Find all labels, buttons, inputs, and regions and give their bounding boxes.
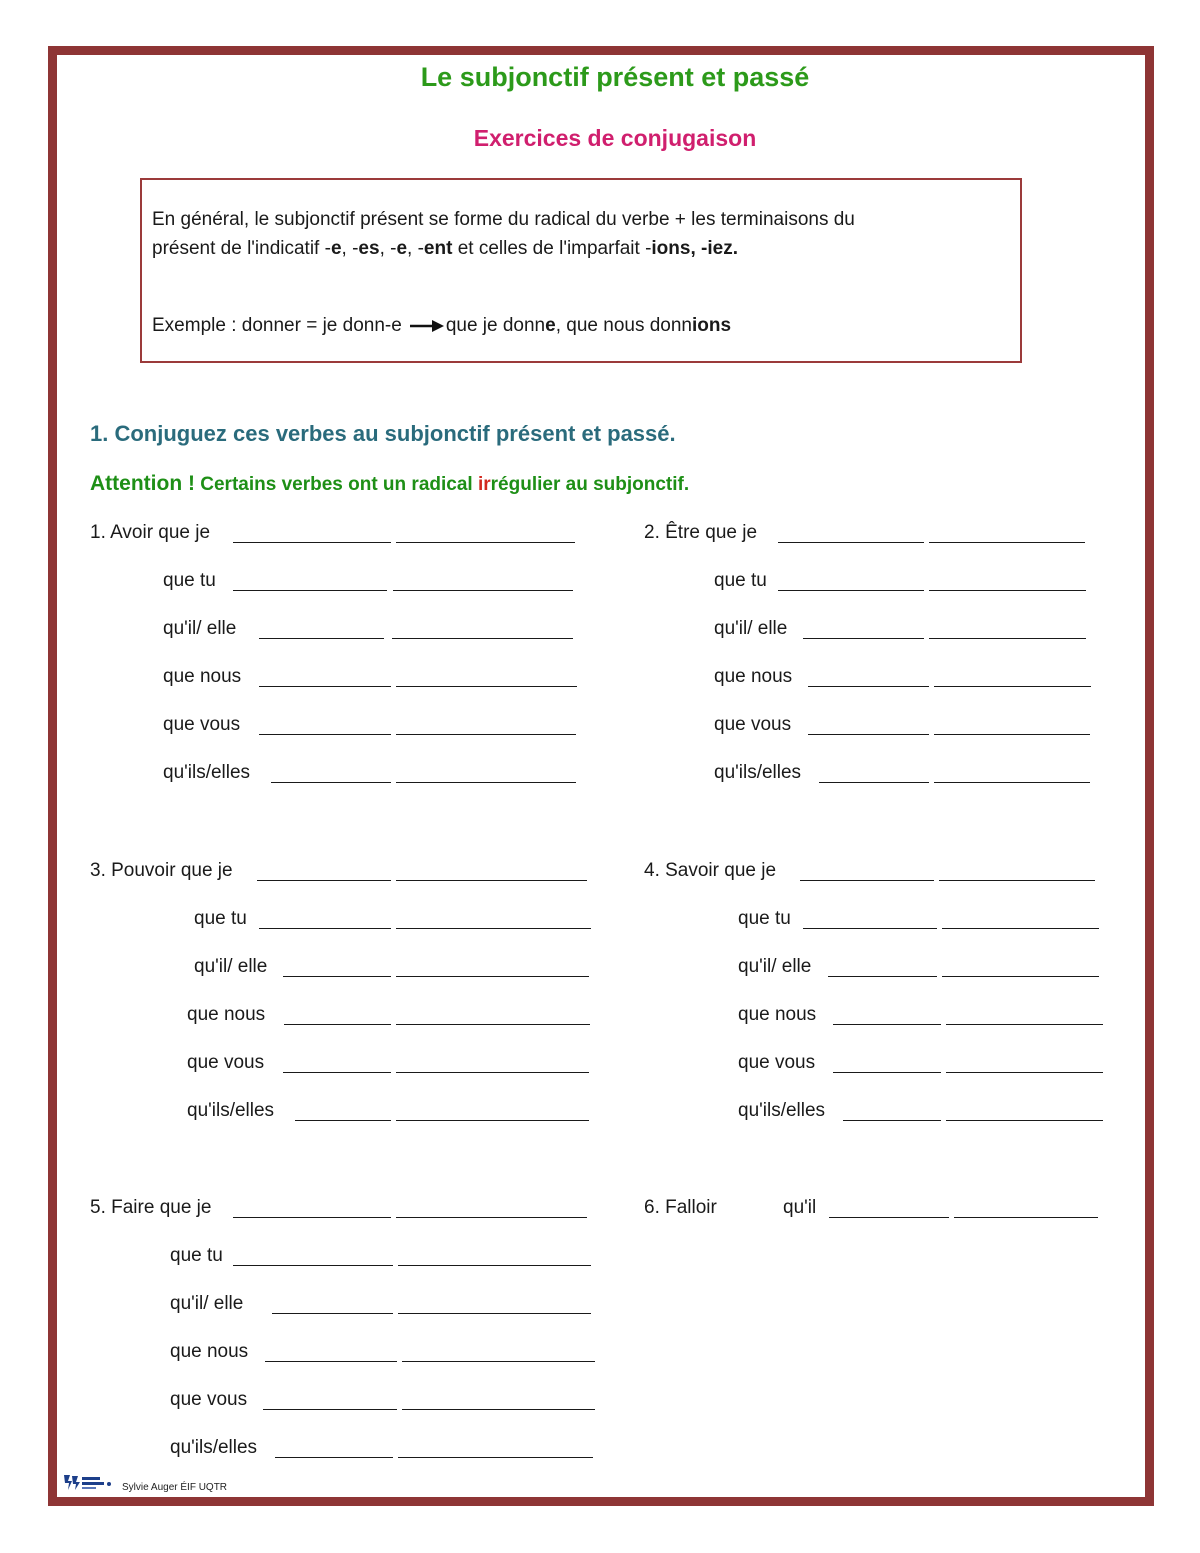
pronoun-label: que tu (714, 570, 767, 591)
answer-blank-1[interactable] (819, 782, 929, 783)
answer-blank-2[interactable] (393, 590, 573, 591)
separator: , - (407, 238, 424, 259)
answer-blank-2[interactable] (396, 542, 575, 543)
answer-blank-2[interactable] (396, 976, 589, 977)
pronoun-label: que vous (714, 714, 792, 735)
answer-blank-1[interactable] (833, 1072, 941, 1073)
conjugation-row (738, 1004, 816, 1026)
conjugation-row (170, 1341, 248, 1363)
university-logo-icon (62, 1472, 118, 1494)
pronoun-label: que tu (194, 908, 247, 929)
answer-blank-1[interactable] (778, 590, 924, 591)
pronoun-label: qu'il/ elle (738, 956, 812, 977)
verb-number-label: 1. Avoir que je (90, 522, 211, 543)
ending-ions-iez: ions, -iez. (651, 238, 738, 259)
pronoun-label: que nous (714, 666, 793, 687)
attention-note (90, 472, 689, 496)
answer-blank-1[interactable] (265, 1361, 397, 1362)
conjugation-row (187, 1004, 265, 1026)
verb-number-label: 2. Être que je (644, 522, 758, 543)
pronoun-label: qu'il/ elle (714, 618, 788, 639)
rule-text: et celles de l'imparfait - (452, 238, 652, 259)
answer-blank-2[interactable] (946, 1024, 1103, 1025)
answer-blank-2[interactable] (934, 734, 1090, 735)
answer-blank-1[interactable] (828, 976, 937, 977)
answer-blank-1[interactable] (263, 1409, 397, 1410)
example-ending: e (545, 315, 556, 336)
answer-blank-1[interactable] (833, 1024, 941, 1025)
conjugation-row (738, 956, 811, 978)
conjugation-row (163, 714, 240, 736)
attention-word: Attention ! (90, 472, 195, 495)
example-text: Exemple : donner = je donn-e (152, 315, 402, 336)
conjugation-row (738, 1100, 825, 1122)
answer-blank-1[interactable] (283, 976, 391, 977)
answer-blank-1[interactable] (233, 1265, 393, 1266)
answer-blank-1[interactable] (808, 734, 929, 735)
answer-blank-1[interactable] (257, 880, 391, 881)
irregular-highlight: ir (477, 474, 491, 495)
pronoun-label: que nous (163, 666, 242, 687)
conjugation-row (714, 666, 792, 688)
conjugation-row (187, 1100, 274, 1122)
pronoun-label: qu'il/ elle (163, 618, 237, 639)
answer-blank-2[interactable] (396, 928, 591, 929)
answer-blank-1[interactable] (829, 1217, 949, 1218)
answer-blank-2[interactable] (946, 1120, 1103, 1121)
answer-blank-2[interactable] (929, 542, 1085, 543)
answer-blank-1[interactable] (233, 1217, 391, 1218)
conjugation-row (170, 1245, 223, 1267)
answer-blank-1[interactable] (272, 1313, 393, 1314)
conjugation-row (194, 908, 247, 930)
answer-blank-2[interactable] (934, 782, 1090, 783)
pronoun-label: que vous (170, 1389, 248, 1410)
answer-blank-2[interactable] (946, 1072, 1103, 1073)
answer-blank-1[interactable] (259, 734, 391, 735)
pronoun-label: qu'ils/elles (187, 1100, 275, 1121)
answer-blank-1[interactable] (259, 638, 384, 639)
attention-text: régulier au subjonctif. (490, 474, 690, 495)
answer-blank-1[interactable] (803, 638, 924, 639)
pronoun-label: que nous (738, 1004, 817, 1025)
answer-blank-2[interactable] (929, 590, 1086, 591)
answer-blank-1[interactable] (275, 1457, 393, 1458)
conjugation-row (738, 1052, 815, 1074)
pronoun-label: qu'il/ elle (170, 1293, 244, 1314)
conjugation-row (170, 1389, 247, 1411)
answer-blank-1[interactable] (259, 928, 391, 929)
example-ending: ions (692, 315, 732, 336)
verb-label-row (90, 860, 233, 882)
conjugation-row (170, 1293, 243, 1315)
pronoun-label: que tu (170, 1245, 223, 1266)
pronoun-label: qu'il (783, 1197, 817, 1218)
conjugation-row (714, 570, 767, 592)
pronoun-label: que vous (738, 1052, 816, 1073)
verb-number-label: 6. Falloir (644, 1197, 717, 1218)
verb-number-label: 3. Pouvoir que je (90, 860, 233, 881)
answer-blank-1[interactable] (778, 542, 924, 543)
verb-label-row (644, 860, 776, 882)
answer-blank-1[interactable] (233, 590, 387, 591)
page-subtitle: Exercices de conjugaison (473, 125, 757, 151)
answer-blank-1[interactable] (283, 1072, 391, 1073)
answer-blank-2[interactable] (396, 782, 576, 783)
conjugation-row (187, 1052, 264, 1074)
answer-blank-2[interactable] (398, 1457, 593, 1458)
pronoun-label: que vous (163, 714, 241, 735)
conjugation-row (163, 666, 241, 688)
pronoun-label: qu'ils/elles (163, 762, 251, 783)
conjugation-row (714, 714, 791, 736)
rule-line-2 (152, 238, 738, 260)
answer-blank-2[interactable] (939, 880, 1095, 881)
pronoun-label: que tu (738, 908, 791, 929)
example-line (152, 315, 731, 337)
answer-blank-2[interactable] (398, 1313, 591, 1314)
answer-blank-2[interactable] (934, 686, 1091, 687)
answer-blank-2[interactable] (396, 1120, 589, 1121)
attention-text: Certains verbes ont un radical (194, 474, 478, 495)
answer-blank-2[interactable] (942, 928, 1099, 929)
pronoun-label: que vous (187, 1052, 265, 1073)
answer-blank-2[interactable] (396, 880, 587, 881)
conjugation-row (163, 570, 216, 592)
verb-label-row (644, 1197, 817, 1219)
exercise-heading: 1. Conjuguez ces verbes au subjonctif présent et passé. (90, 421, 676, 446)
conjugation-row (170, 1437, 257, 1459)
conjugation-row (163, 762, 250, 784)
author-credit: Sylvie Auger ÉIF UQTR (122, 1482, 228, 1493)
answer-blank-1[interactable] (259, 686, 391, 687)
rule-text: présent de l'indicatif - (152, 238, 331, 259)
pronoun-label: que nous (170, 1341, 249, 1362)
conjugation-row (714, 762, 801, 784)
conjugation-row (738, 908, 791, 930)
pronoun-label: que tu (163, 570, 216, 591)
answer-blank-2[interactable] (929, 638, 1086, 639)
answer-blank-1[interactable] (800, 880, 934, 881)
answer-blank-1[interactable] (803, 928, 937, 929)
verb-label-row (90, 522, 210, 544)
ending-e: e (330, 238, 342, 259)
answer-blank-2[interactable] (402, 1361, 595, 1362)
answer-blank-1[interactable] (233, 542, 391, 543)
separator: , - (379, 238, 397, 259)
answer-blank-2[interactable] (396, 1024, 590, 1025)
answer-blank-2[interactable] (402, 1409, 595, 1410)
arrow-right-icon (410, 319, 444, 333)
ending-ent: ent (423, 238, 453, 259)
conjugation-row (163, 618, 236, 640)
pronoun-label: que nous (187, 1004, 266, 1025)
verb-number-label: 4. Savoir que je (644, 860, 777, 881)
example-text: , que nous donn (555, 315, 693, 336)
answer-blank-2[interactable] (954, 1217, 1098, 1218)
pronoun-label: qu'ils/elles (714, 762, 802, 783)
answer-blank-1[interactable] (284, 1024, 391, 1025)
answer-blank-2[interactable] (396, 1072, 589, 1073)
page-title: Le subjonctif présent et passé (420, 62, 810, 92)
answer-blank-2[interactable] (942, 976, 1099, 977)
answer-blank-1[interactable] (295, 1120, 391, 1121)
verb-label-row (90, 1197, 211, 1219)
pronoun-label: qu'ils/elles (170, 1437, 258, 1458)
verb-label-row (644, 522, 757, 544)
answer-blank-1[interactable] (808, 686, 929, 687)
answer-blank-2[interactable] (396, 1217, 587, 1218)
answer-blank-1[interactable] (271, 782, 391, 783)
answer-blank-2[interactable] (398, 1265, 591, 1266)
answer-blank-2[interactable] (392, 638, 573, 639)
answer-blank-2[interactable] (396, 686, 577, 687)
ending-e: e (396, 238, 408, 259)
answer-blank-2[interactable] (396, 734, 576, 735)
separator: , - (341, 238, 359, 259)
pronoun-label: qu'ils/elles (738, 1100, 826, 1121)
answer-blank-1[interactable] (843, 1120, 941, 1121)
verb-number-label: 5. Faire que je (90, 1197, 212, 1218)
conjugation-row (194, 956, 267, 978)
ending-es: es (358, 238, 380, 259)
example-text: que je donn (445, 315, 546, 336)
rule-line-1: En général, le subjonctif présent se forme du radical du verbe + les terminaisons du (152, 209, 855, 230)
conjugation-row (714, 618, 787, 640)
pronoun-label: qu'il/ elle (194, 956, 268, 977)
